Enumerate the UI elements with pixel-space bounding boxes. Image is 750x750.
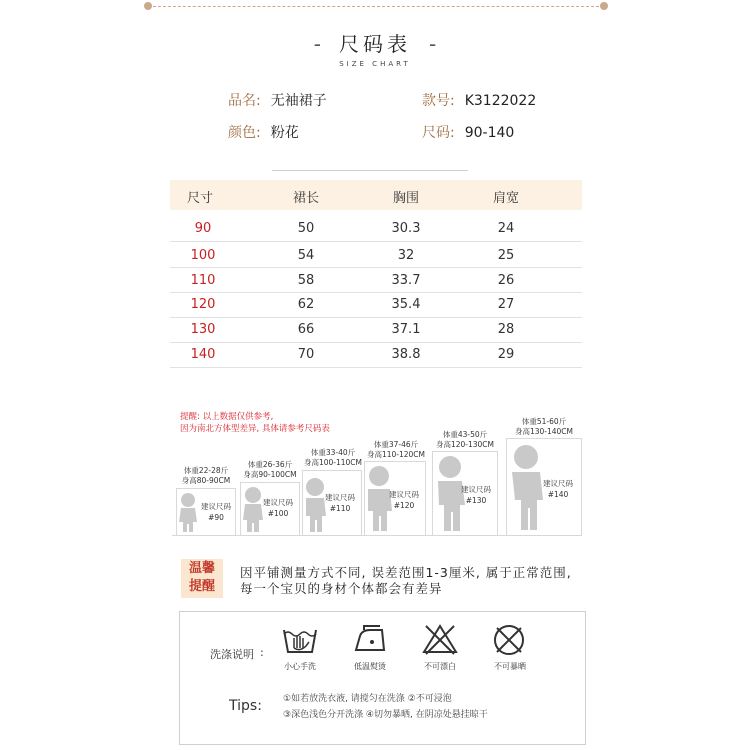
title-text: 尺码表 — [339, 32, 411, 56]
kid-weight-130 — [430, 430, 500, 450]
table-cell-size: 120 — [190, 297, 216, 312]
warm-badge-line-1: 温馨 — [188, 561, 215, 576]
no-sun-dry-label: 不可暴晒 — [494, 662, 526, 671]
table-cell-length: 58 — [297, 273, 315, 288]
suggest-size: #100 — [267, 509, 289, 518]
suggest-label: 建议尺码 — [543, 479, 573, 488]
info-divider — [272, 170, 468, 171]
warm-text-line-1: 因平铺测量方式不同, 误差范围1-3厘米, 属于正常范围, — [240, 565, 572, 580]
table-cell-shoulder: 26 — [497, 273, 515, 288]
table-cell-chest: 37.1 — [391, 322, 421, 337]
suggest-size: #90 — [208, 513, 224, 522]
warm-reminder-badge — [181, 559, 223, 598]
low-iron-label: 低温熨烫 — [354, 662, 386, 671]
kid-weight-100 — [240, 460, 300, 480]
no-bleach-label: 不可漂白 — [424, 662, 456, 671]
table-row-divider — [170, 267, 582, 268]
header-chest: 胸围 — [392, 191, 419, 206]
product-size-value: 90-140 — [464, 125, 515, 141]
warm-badge-line-2: 提醒 — [188, 579, 215, 594]
table-cell-length: 54 — [297, 248, 315, 263]
product-color-value: 粉花 — [270, 125, 299, 141]
notice-line-1: 提醒: 以上数据仅供参考, — [180, 412, 274, 422]
product-style — [422, 90, 536, 110]
suggest-label: 建议尺码 — [263, 498, 293, 507]
weight-range: 体重37-46斤 — [373, 440, 419, 449]
weight-range: 体重22-28斤 — [183, 466, 229, 475]
kid-suggest-130 — [456, 484, 496, 506]
header-length: 裙长 — [292, 191, 319, 206]
suggest-label: 建议尺码 — [389, 490, 419, 499]
table-cell-size: 140 — [190, 347, 216, 362]
table-cell-chest: 38.8 — [391, 347, 421, 362]
kid-weight-110 — [302, 448, 364, 468]
suggest-label: 建议尺码 — [201, 502, 231, 511]
height-range: 身高90-100CM — [243, 470, 297, 479]
product-color — [228, 122, 299, 142]
suggest-size: #110 — [329, 504, 351, 513]
table-cell-length: 62 — [297, 297, 315, 312]
table-row-divider — [170, 342, 582, 343]
table-cell-size: 130 — [190, 322, 216, 337]
product-color-label: 颜色: — [228, 125, 261, 141]
top-border-line — [148, 6, 604, 7]
height-range: 身高100-110CM — [303, 458, 363, 467]
header-size: 尺寸 — [186, 191, 213, 206]
suggest-size: #130 — [465, 496, 487, 505]
kid-suggest-120 — [384, 489, 424, 511]
height-range: 身高130-140CM — [514, 427, 574, 436]
table-cell-shoulder: 29 — [497, 347, 515, 362]
table-cell-chest: 32 — [397, 248, 415, 263]
no-sun-dry-icon — [490, 622, 528, 658]
height-range: 身高120-130CM — [435, 440, 495, 449]
notice-line-2: 因为南北方体型差异, 具体请参考尺码表 — [180, 424, 330, 434]
page-subtitle: SIZE CHART — [339, 60, 411, 68]
table-cell-size: 110 — [190, 273, 216, 288]
kid-weight-90 — [176, 466, 236, 486]
suggest-label: 建议尺码 — [325, 493, 355, 502]
header-shoulder: 肩宽 — [492, 191, 519, 206]
table-cell-length: 66 — [297, 322, 315, 337]
table-row-divider — [170, 292, 582, 293]
kid-suggest-90 — [196, 501, 236, 523]
tip-line-1: ①如若放洗衣液, 请搅匀在洗涤 ②不可浸泡 — [283, 694, 452, 704]
product-style-value: K3122022 — [464, 93, 537, 109]
product-style-label: 款号: — [422, 93, 455, 109]
table-cell-shoulder: 25 — [497, 248, 515, 263]
table-cell-shoulder: 24 — [497, 221, 515, 236]
height-range: 身高80-90CM — [181, 476, 231, 485]
page-title — [0, 28, 750, 57]
kid-suggest-110 — [320, 492, 360, 514]
product-name-value: 无袖裙子 — [270, 93, 327, 109]
product-name-label: 品名: — [228, 93, 261, 109]
table-row-divider — [170, 241, 582, 242]
table-row-divider — [170, 367, 582, 368]
kid-weight-120 — [364, 440, 428, 460]
table-cell-shoulder: 27 — [497, 297, 515, 312]
product-name — [228, 90, 327, 110]
suggest-size: #120 — [393, 501, 415, 510]
tips-label: Tips: — [229, 698, 262, 714]
hand-wash-label: 小心手洗 — [284, 662, 316, 671]
weight-range: 体重33-40斤 — [310, 448, 356, 457]
title-dash-right: - — [429, 32, 437, 56]
care-label: 洗涤说明 — [210, 648, 254, 661]
product-size-label: 尺码: — [422, 125, 455, 141]
table-cell-size: 90 — [194, 221, 212, 236]
suggest-size: #140 — [547, 490, 569, 499]
suggest-label: 建议尺码 — [461, 485, 491, 494]
table-cell-chest: 33.7 — [391, 273, 421, 288]
warm-text-line-2: 每一个宝贝的身材个体都会有差异 — [240, 581, 443, 596]
height-range: 身高110-120CM — [366, 450, 426, 459]
kid-suggest-140 — [538, 478, 578, 500]
table-cell-length: 50 — [297, 221, 315, 236]
hand-wash-icon — [280, 622, 320, 658]
top-border-dot-right — [600, 2, 608, 10]
chart-baseline — [172, 535, 582, 536]
table-cell-size: 100 — [190, 248, 216, 263]
kid-suggest-100 — [258, 497, 298, 519]
table-cell-length: 70 — [297, 347, 315, 362]
tip-line-2: ③深色浅色分开洗涤 ④切勿暴晒, 在阴凉处悬挂晾干 — [283, 710, 488, 720]
table-cell-chest: 35.4 — [391, 297, 421, 312]
low-iron-icon — [350, 624, 390, 656]
weight-range: 体重26-36斤 — [247, 460, 293, 469]
no-bleach-icon — [420, 622, 460, 656]
top-border-dot-left — [144, 2, 152, 10]
care-label-colon: : — [260, 646, 264, 659]
kid-weight-140 — [508, 417, 580, 437]
weight-range: 体重51-60斤 — [521, 417, 567, 426]
title-dash-left: - — [313, 32, 321, 56]
product-size-range — [422, 122, 514, 142]
table-row-divider — [170, 317, 582, 318]
table-cell-shoulder: 28 — [497, 322, 515, 337]
weight-range: 体重43-50斤 — [442, 430, 488, 439]
table-cell-chest: 30.3 — [391, 221, 421, 236]
